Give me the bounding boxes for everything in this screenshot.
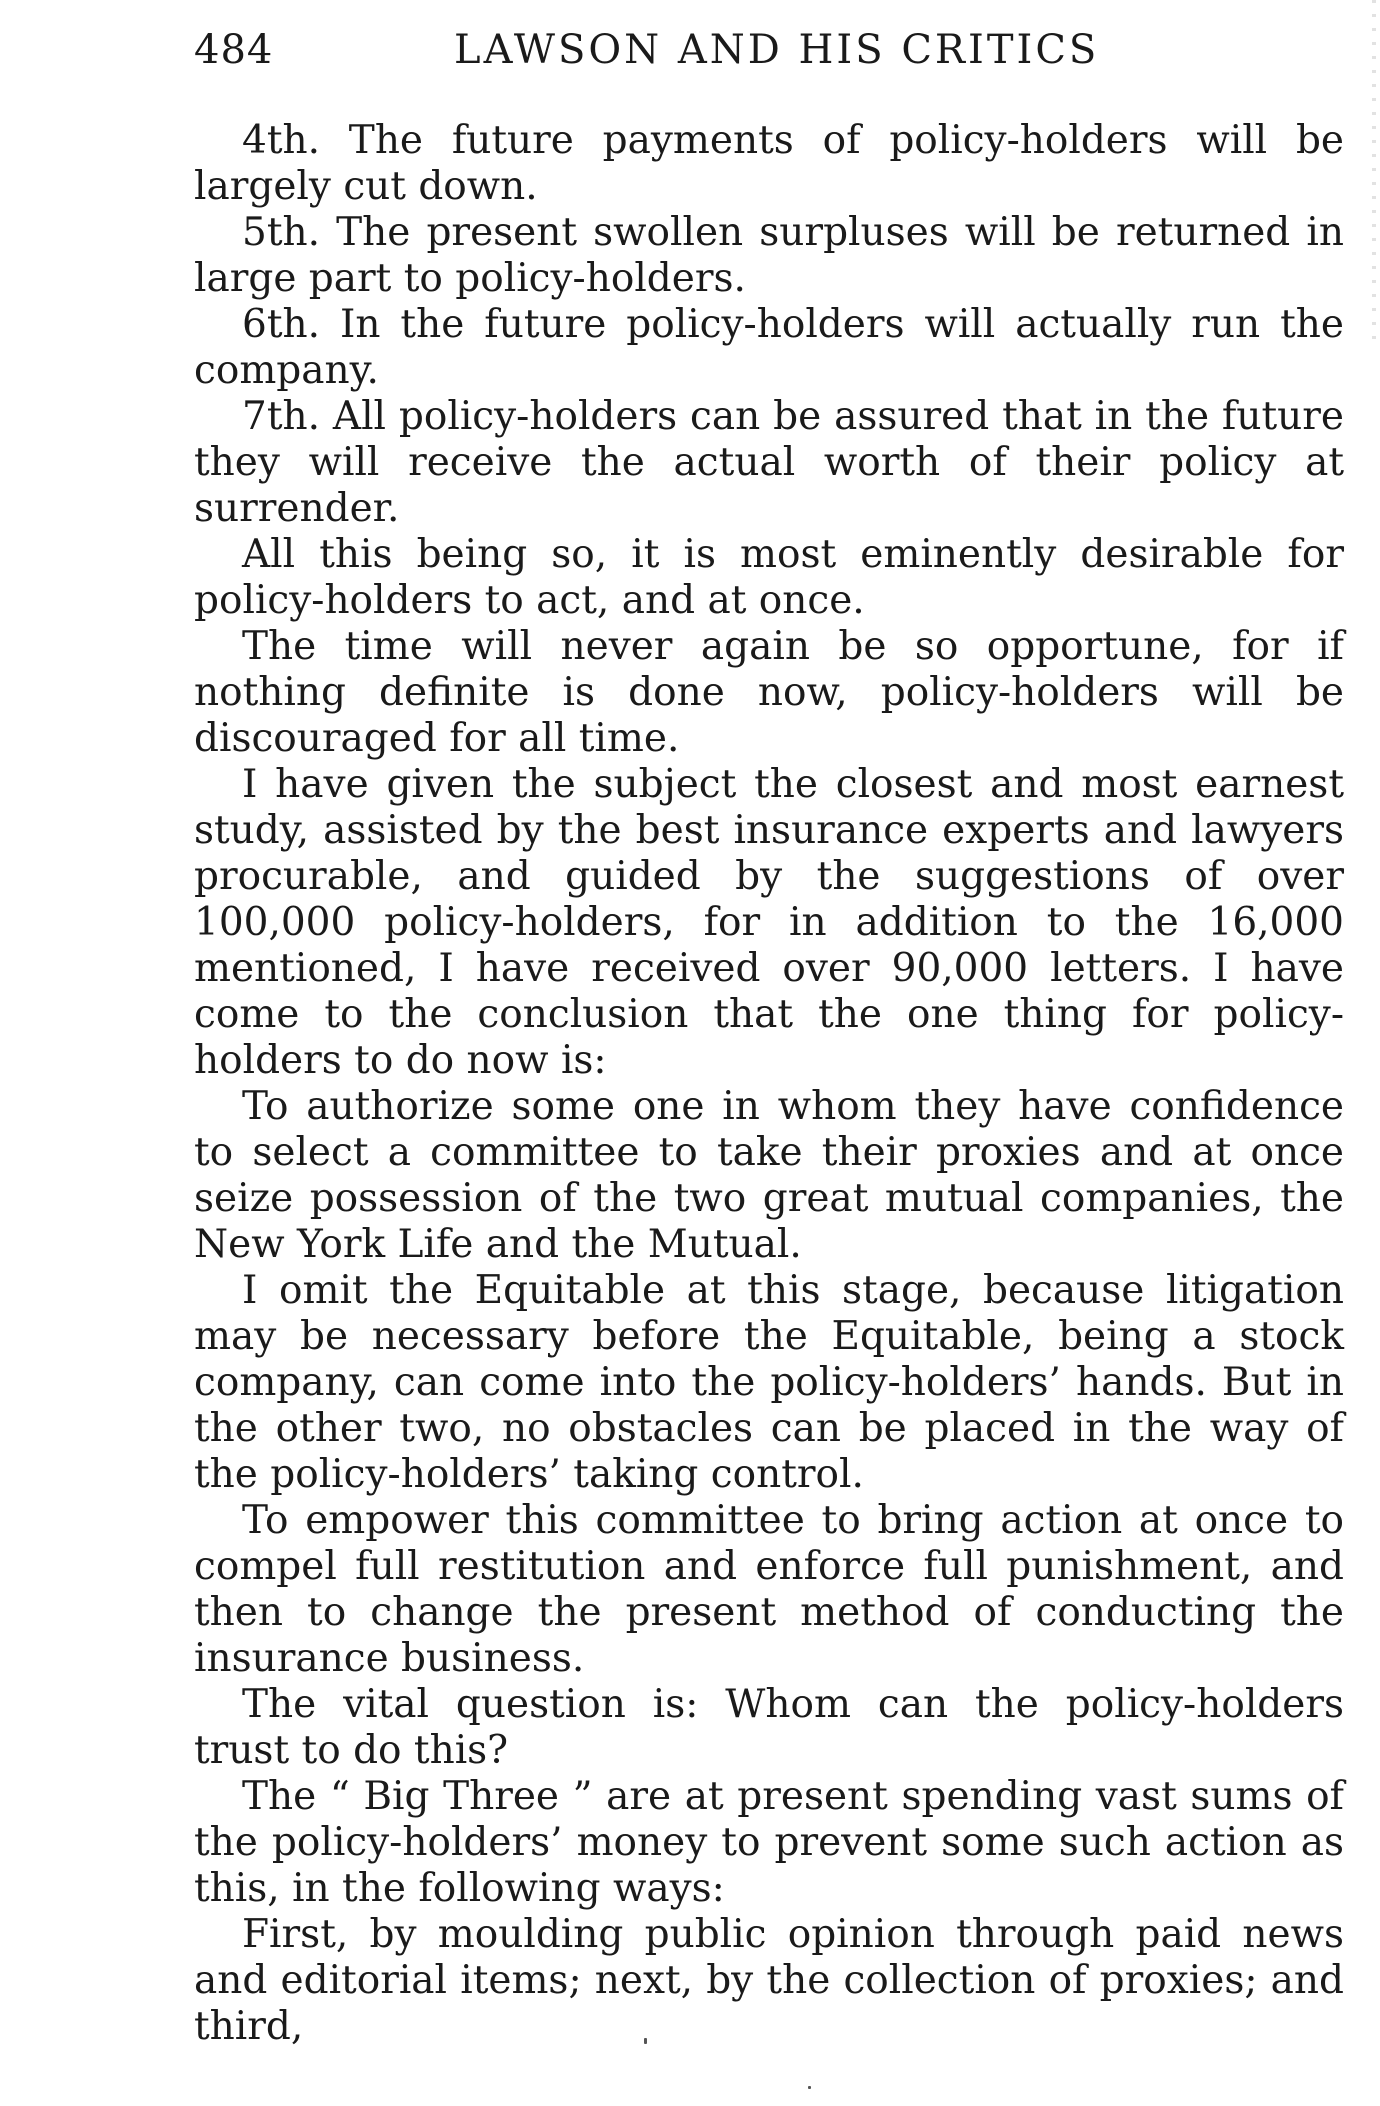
page-header — [194, 22, 1344, 78]
paragraph-authorize: To authorize some one in whom they have confidence to select a committee to take their proxies and at once seize possession of the two great mutual companies, the New York Life and the Mutual. — [194, 1084, 1344, 1267]
paragraph-opportune: The time will never again be so opportune, for if nothing definite is done now, policy-holders will be discouraged for all time. — [194, 624, 1344, 761]
paragraph-big-three: The “ Big Three ” are at present spending vast sums of the policy-holders’ money to prevent some such action as this, in the following ways: — [194, 1774, 1344, 1911]
paragraph-empower: To empower this committee to bring action at once to compel full restitution and enforce full punishment, and then to change the present method of conducting the insurance business. — [194, 1498, 1344, 1681]
paragraph-5th: 5th. The present swollen surpluses will be returned in large part to policy-holders. — [194, 210, 1344, 301]
paragraph-7th: 7th. All policy-holders can be assured that in the future they will receive the actual worth of their policy at surrender. — [194, 394, 1344, 531]
scan-speck — [644, 2038, 647, 2044]
paragraph-study: I have given the subject the closest and most earnest study, assisted by the best insurance experts and lawyers procurable, and guided by the suggestions of over 100,000 policy-holders, for in addition to the 16,000 mentioned, I have received over 90,000 letters. I have come to the conclusion that the one thing for policy-holders to do now is: — [194, 762, 1344, 1083]
paragraph-desirable: All this being so, it is most eminently desirable for policy-holders to act, and at once. — [194, 532, 1344, 623]
scan-edge-marks — [1372, 0, 1376, 340]
paragraph-first: First, by moulding public opinion through paid news and editorial items; next, by the collection of proxies; and third, — [194, 1912, 1344, 2049]
body-text — [194, 118, 1344, 2050]
scan-speck — [808, 2086, 811, 2089]
page-number: 484 — [194, 27, 274, 73]
running-head: LAWSON AND HIS CRITICS — [454, 27, 1100, 73]
paragraph-6th: 6th. In the future policy-holders will actually run the company. — [194, 302, 1344, 393]
paragraph-question: The vital question is: Whom can the policy-holders trust to do this? — [194, 1682, 1344, 1773]
paragraph-4th: 4th. The future payments of policy-holders will be largely cut down. — [194, 118, 1344, 209]
paragraph-equitable: I omit the Equitable at this stage, because litigation may be necessary before the Equitable, being a stock company, can come into the policy-holders’ hands. But in the other two, no obstacles can be placed in the way of the policy-holders’ taking control. — [194, 1268, 1344, 1497]
